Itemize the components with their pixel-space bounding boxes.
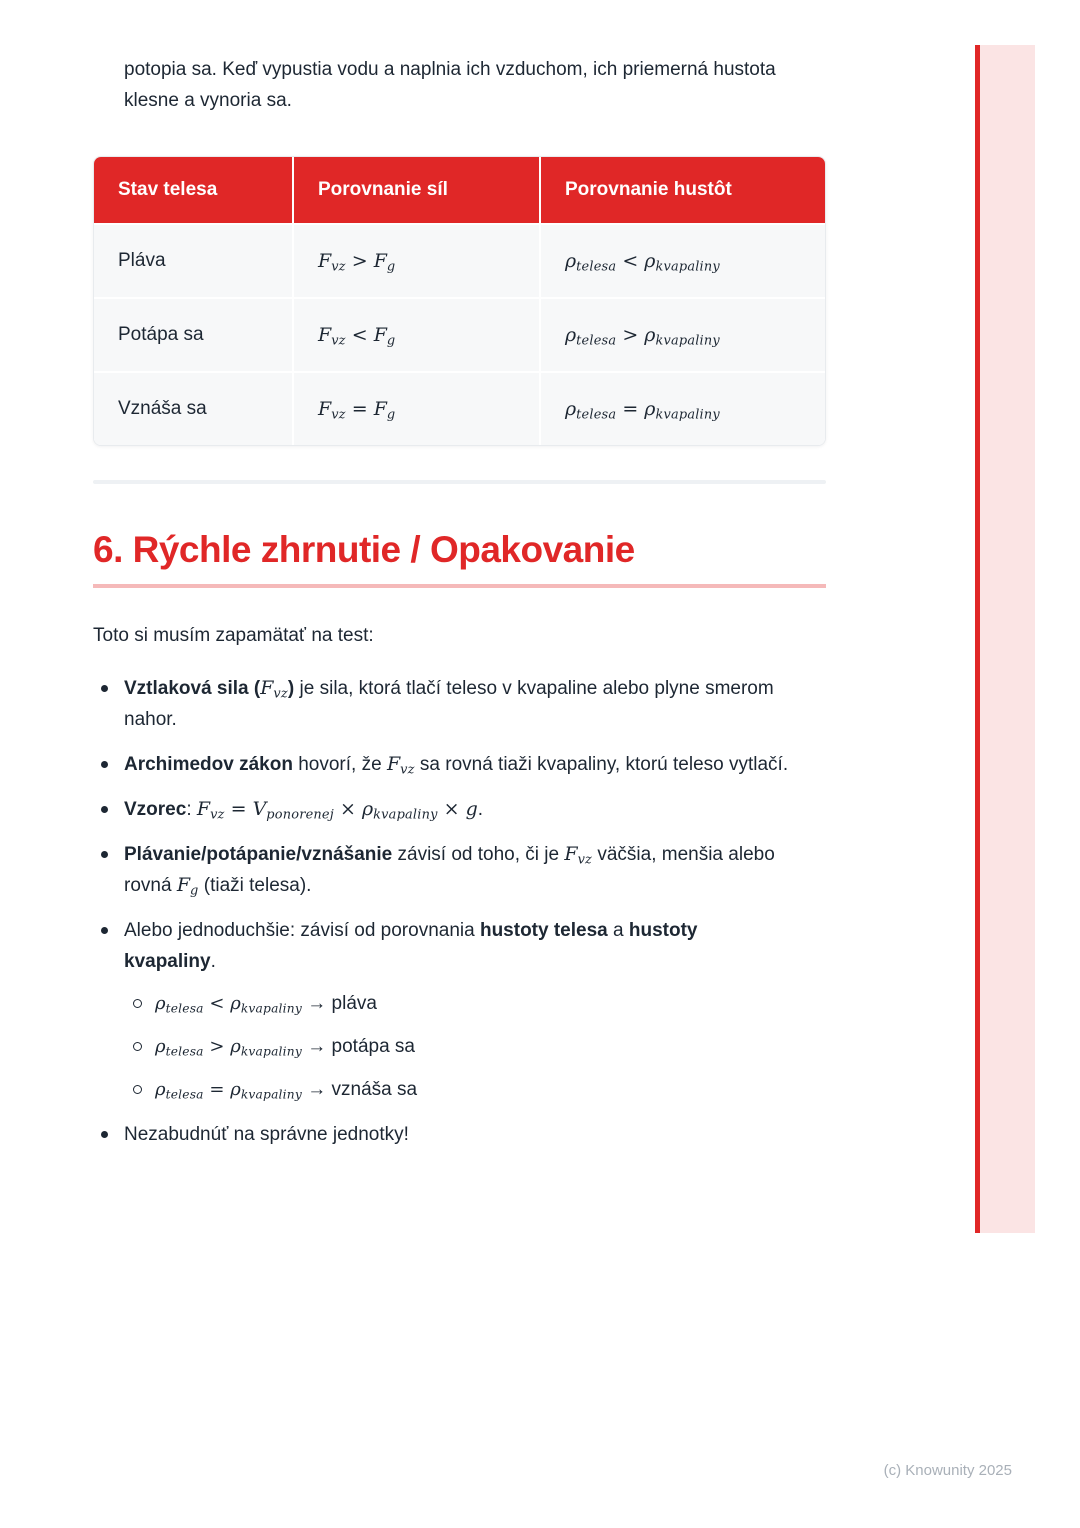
inline-formula: $F_{vz}$ — [564, 843, 593, 868]
force-formula: $F_{vz} < F_g$ — [318, 324, 396, 349]
sub-list-item — [133, 989, 790, 1019]
body-text: sa rovná tiaži kvapaliny, ktorú teleso vytlačí. — [414, 754, 789, 775]
list-item — [100, 749, 790, 780]
body-text: je sila, ktorá tlačí teleso v kvapaline alebo plyne smerom nahor. — [124, 678, 774, 730]
body-text: → vznáša sa — [301, 1079, 418, 1100]
force-cell — [294, 299, 539, 371]
inline-formula: $F_g$ — [176, 874, 199, 899]
density-formula: $\rho_{telesa} < \rho_{kvapaliny}$ — [565, 250, 720, 275]
inline-formula: $F_{vz}$ — [260, 677, 288, 702]
density-comparison-sublist — [133, 989, 790, 1105]
table-header-forces: Porovnanie síl — [294, 157, 539, 223]
inline-formula: $\rho_{telesa} = \rho_{kvapaliny}$ — [155, 1079, 302, 1102]
density-formula: $\rho_{telesa} = \rho_{kvapaliny}$ — [565, 398, 720, 423]
body-text: väčšia, menšia alebo rovná — [124, 844, 775, 896]
state-cell: Potápa sa — [94, 299, 292, 371]
state-cell: Vznáša sa — [94, 373, 292, 445]
body-text: (tiaži telesa). — [198, 875, 312, 896]
bold-text: Vzorec — [124, 799, 187, 820]
section-divider — [93, 480, 826, 484]
inline-formula: $F_{vz}$ — [386, 753, 415, 778]
intro-paragraph: potopia sa. Keď vypustia vodu a naplnia ich vzduchom, ich priemerná hustota klesne a vynoria sa. — [124, 59, 776, 111]
summary-list — [100, 673, 790, 1150]
inline-formula: $F_{vz} = V_{ponorenej} \times \rho_{kvapaliny} \times g$ — [196, 798, 478, 823]
body-text: a — [607, 920, 629, 941]
bold-text: Vztlaková sila ( — [124, 678, 261, 699]
density-cell — [541, 373, 825, 445]
body-text: hovorí, že — [292, 754, 387, 775]
density-cell — [541, 225, 825, 297]
body-text: : — [186, 799, 197, 820]
body-text: → pláva — [301, 993, 377, 1014]
heading-underline — [93, 584, 826, 588]
table-header-densities: Porovnanie hustôt — [541, 157, 825, 223]
sub-list-item — [133, 1032, 790, 1062]
list-item — [100, 839, 790, 901]
section-heading: 6. Rýchle zhrnutie / Opakovanie — [93, 529, 635, 570]
force-formula: $F_{vz} = F_g$ — [318, 398, 396, 423]
body-text: Alebo jednoduchšie: závisí od porovnania — [124, 920, 480, 941]
copyright: (c) Knowunity 2025 — [883, 1462, 1012, 1479]
density-cell — [541, 299, 825, 371]
state-cell: Pláva — [94, 225, 292, 297]
list-item — [100, 673, 790, 735]
body-text: . — [210, 951, 216, 972]
lead-text: Toto si musím zapamätať na test: — [93, 625, 374, 646]
sub-list-item — [133, 1075, 790, 1105]
force-cell — [294, 225, 539, 297]
body-text: závisí od toho, či je — [392, 844, 565, 865]
body-text: Nezabudnúť na správne jednotky! — [124, 1124, 409, 1145]
body-text: . — [477, 799, 484, 820]
bold-text: Plávanie/potápanie/vznášanie — [124, 844, 393, 865]
inline-formula: $\rho_{telesa} < \rho_{kvapaliny}$ — [155, 993, 302, 1016]
list-item — [100, 794, 790, 825]
body-text: → potápa sa — [301, 1036, 416, 1057]
list-item — [100, 915, 790, 1105]
comparison-table — [93, 156, 826, 446]
force-cell — [294, 373, 539, 445]
bold-text: hustoty telesa — [479, 920, 608, 941]
bold-text: Archimedov zákon — [124, 754, 293, 775]
table-header-state: Stav telesa — [94, 157, 292, 223]
scrollbar-track[interactable] — [975, 45, 1035, 1233]
density-formula: $\rho_{telesa} > \rho_{kvapaliny}$ — [565, 324, 720, 349]
force-formula: $F_{vz} > F_g$ — [318, 250, 396, 275]
bold-text: hustoty kvapaliny — [124, 920, 698, 972]
list-item — [100, 1119, 790, 1150]
inline-formula: $\rho_{telesa} > \rho_{kvapaliny}$ — [155, 1036, 302, 1059]
bold-text: ) — [287, 678, 295, 699]
